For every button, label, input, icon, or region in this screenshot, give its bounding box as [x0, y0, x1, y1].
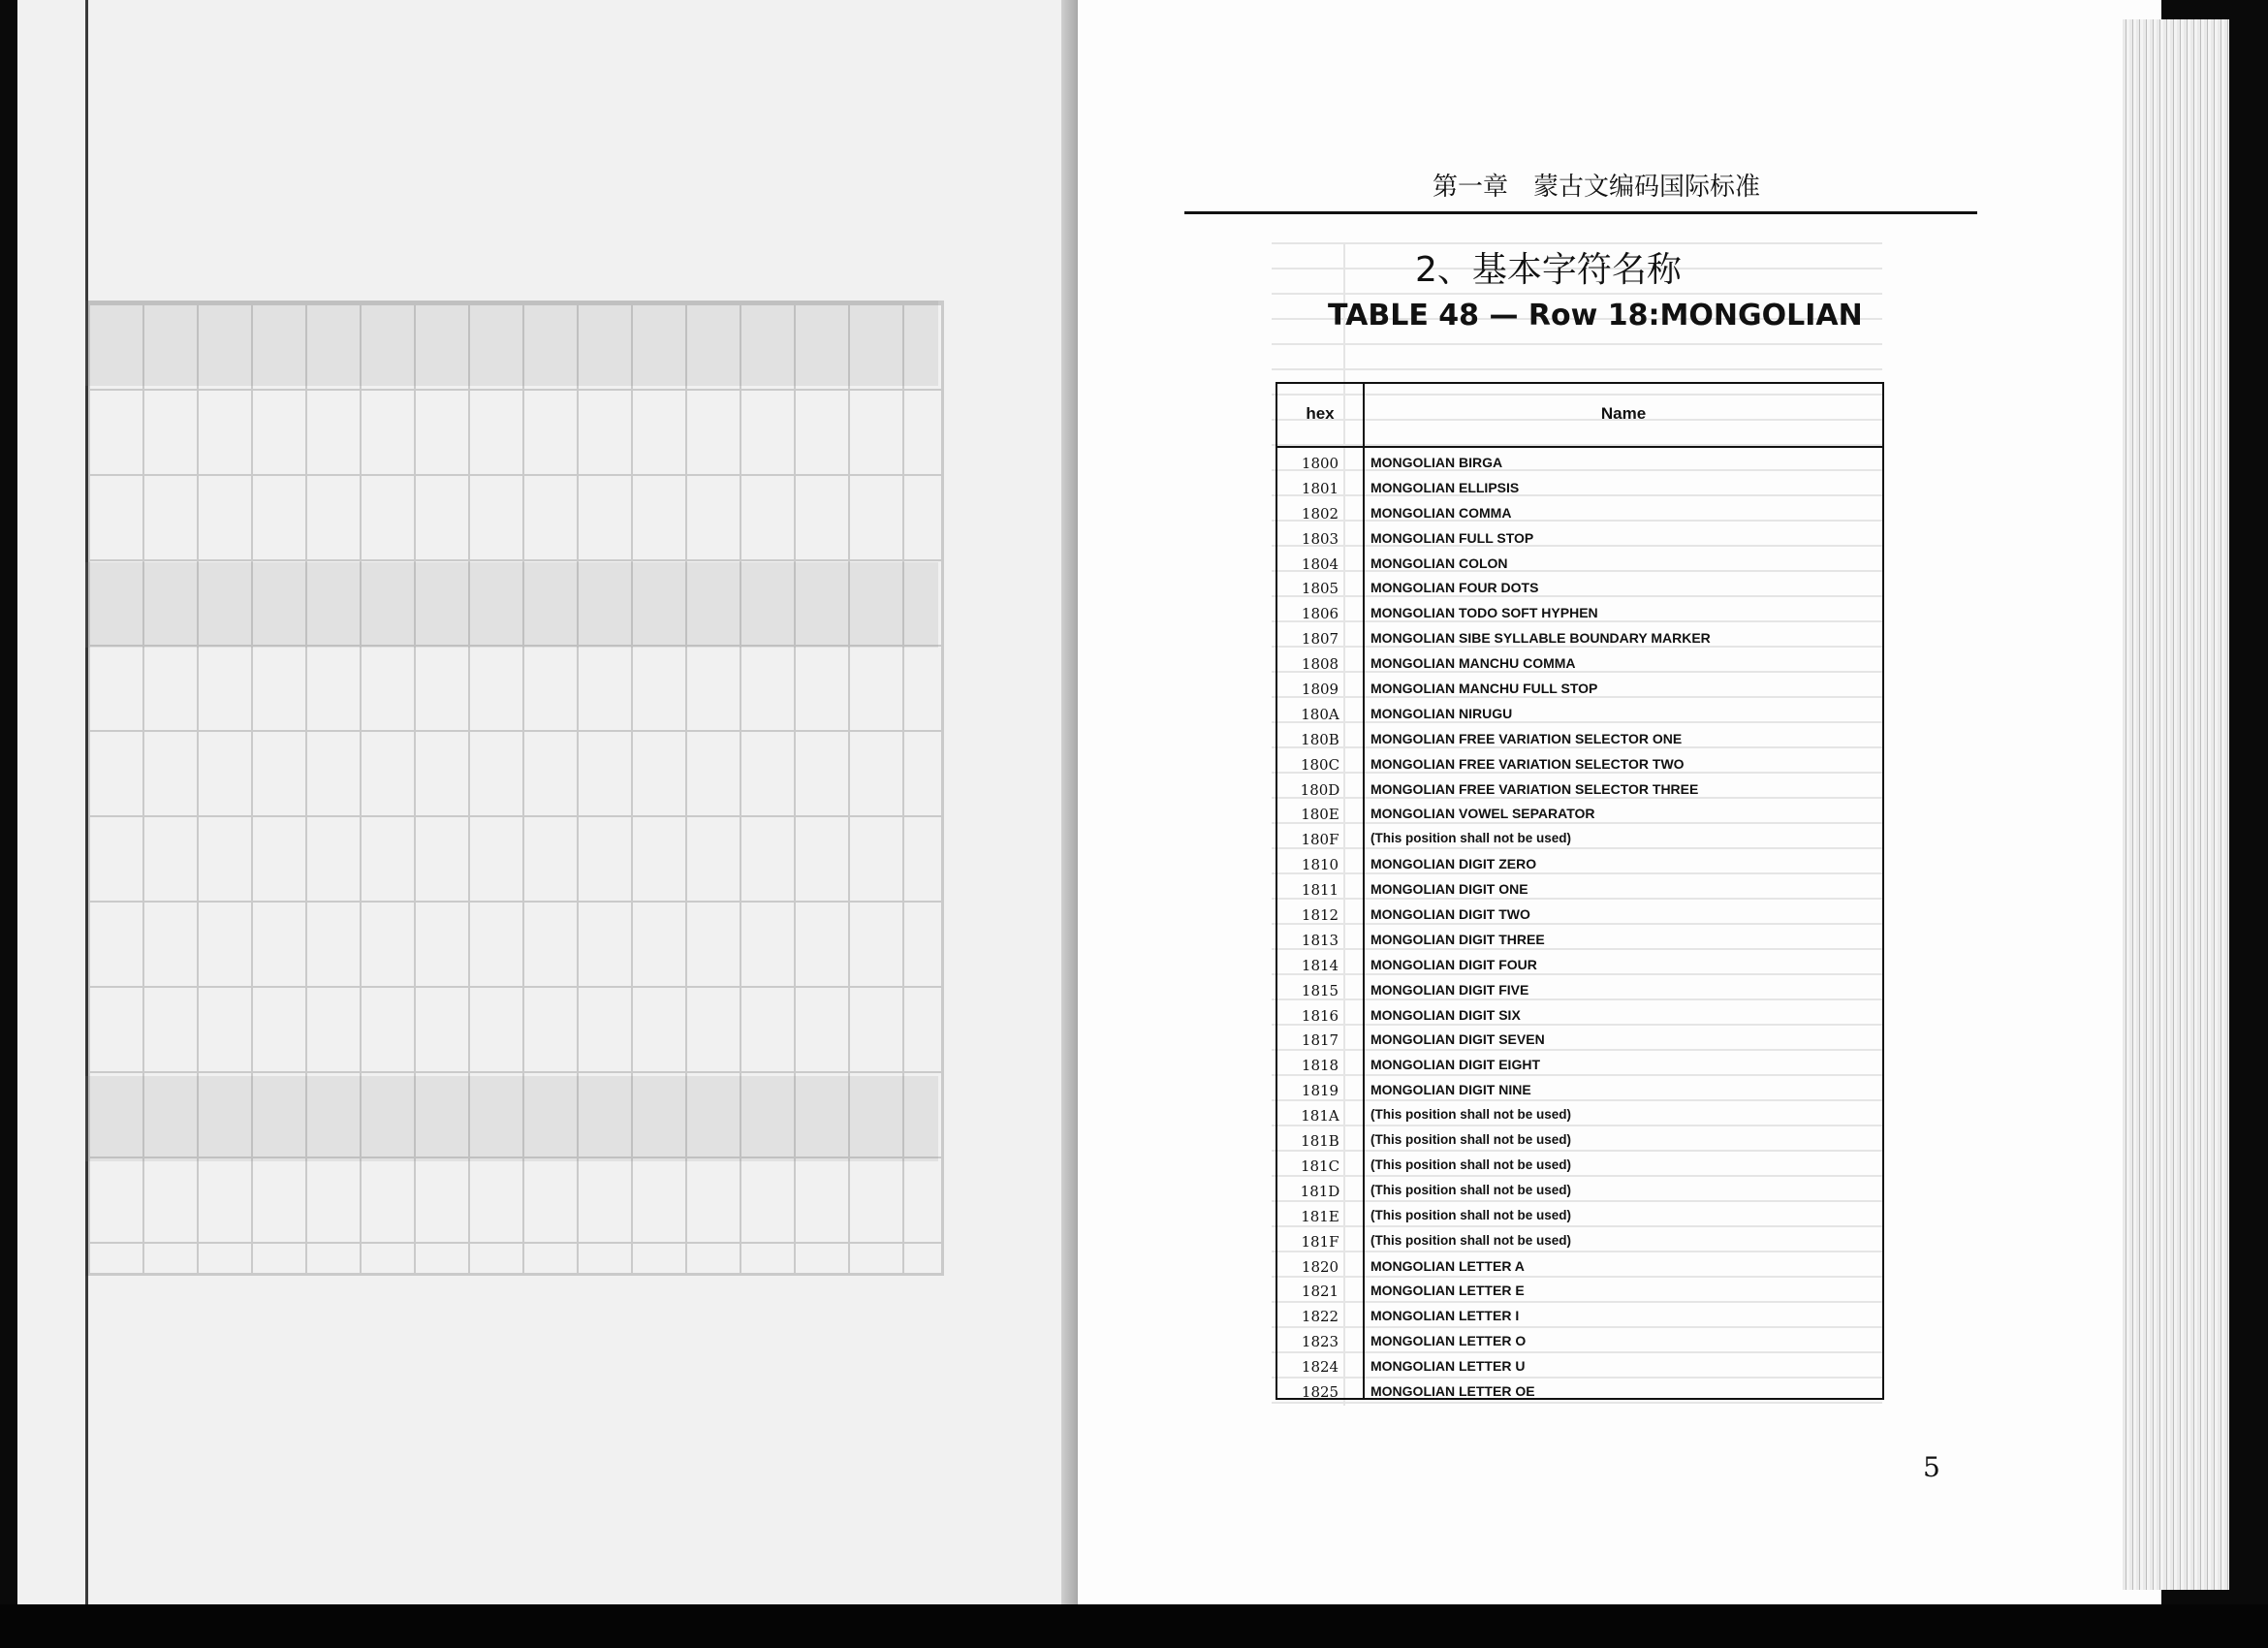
- character-name-table: [1276, 382, 1884, 1400]
- hex-code-cell: 180A: [1301, 705, 1339, 723]
- table-row: [1277, 652, 1882, 678]
- hex-code-cell: 180D: [1300, 780, 1340, 799]
- table-row: [1277, 1029, 1882, 1054]
- character-name-cell: (This position shall not be used): [1370, 1132, 1572, 1148]
- hex-code-cell: 1818: [1301, 1057, 1339, 1075]
- table-header: [1277, 384, 1882, 448]
- hex-code-cell: 181B: [1301, 1132, 1339, 1151]
- table-row: [1277, 1205, 1882, 1230]
- character-name-cell: MONGOLIAN LETTER E: [1370, 1283, 1525, 1299]
- hex-code-cell: 1805: [1301, 580, 1339, 598]
- table-row: [1277, 1330, 1882, 1355]
- table-row: [1277, 903, 1882, 929]
- section-title: 2、基本字符名称: [1415, 250, 1682, 290]
- table-row: [1277, 1280, 1882, 1305]
- hex-code-cell: 1813: [1301, 931, 1339, 949]
- character-name-cell: MONGOLIAN DIGIT FOUR: [1370, 956, 1537, 972]
- character-name-cell: MONGOLIAN DIGIT NINE: [1370, 1082, 1531, 1098]
- show-through-band: [85, 562, 938, 648]
- table-row: [1277, 452, 1882, 477]
- character-name-cell: MONGOLIAN LETTER A: [1370, 1257, 1525, 1274]
- show-through-band: [85, 301, 938, 386]
- hex-code-cell: 1810: [1301, 856, 1339, 874]
- hex-code-cell: 1825: [1301, 1382, 1339, 1401]
- character-name-cell: MONGOLIAN FULL STOP: [1370, 529, 1534, 546]
- character-name-cell: MONGOLIAN DIGIT SIX: [1370, 1006, 1521, 1023]
- character-name-cell: MONGOLIAN DIGIT ONE: [1370, 881, 1528, 898]
- hex-code-cell: 1807: [1301, 630, 1339, 649]
- hex-code-cell: 1823: [1301, 1333, 1339, 1351]
- hex-code-cell: 1808: [1301, 655, 1339, 674]
- character-name-cell: (This position shall not be used): [1370, 831, 1572, 846]
- character-name-cell: MONGOLIAN LETTER O: [1370, 1333, 1527, 1349]
- hex-code-cell: 1817: [1301, 1031, 1339, 1050]
- table-row: [1277, 803, 1882, 828]
- table-row: [1277, 627, 1882, 652]
- character-name-cell: (This position shall not be used): [1370, 1182, 1572, 1197]
- character-name-cell: (This position shall not be used): [1370, 1207, 1572, 1222]
- table-row: [1277, 553, 1882, 578]
- page-stack-edge: [2123, 19, 2229, 1590]
- character-name-cell: MONGOLIAN DIGIT TWO: [1370, 906, 1530, 923]
- hex-code-cell: 1803: [1301, 529, 1339, 548]
- column-header-name: Name: [1600, 404, 1647, 423]
- table-row: [1277, 1180, 1882, 1205]
- table-row: [1277, 527, 1882, 553]
- hex-code-cell: 1809: [1301, 681, 1339, 699]
- table-row: [1277, 728, 1882, 753]
- character-name-cell: MONGOLIAN LETTER I: [1370, 1308, 1520, 1324]
- hex-code-cell: 1820: [1301, 1257, 1339, 1276]
- hex-code-cell: 1819: [1301, 1082, 1339, 1100]
- hex-code-cell: 181A: [1301, 1107, 1339, 1125]
- character-name-cell: MONGOLIAN FREE VARIATION SELECTOR TWO: [1370, 755, 1685, 772]
- table-row: [1277, 1380, 1882, 1406]
- character-name-cell: (This position shall not be used): [1370, 1107, 1572, 1123]
- character-name-cell: MONGOLIAN FREE VARIATION SELECTOR THREE: [1370, 780, 1699, 797]
- table-row: [1277, 1054, 1882, 1079]
- hex-code-cell: 180F: [1301, 831, 1339, 849]
- table-row: [1277, 1104, 1882, 1129]
- character-name-cell: MONGOLIAN FREE VARIATION SELECTOR ONE: [1370, 730, 1683, 746]
- table-row: [1277, 477, 1882, 502]
- hex-code-cell: 180B: [1301, 730, 1339, 748]
- hex-code-cell: 181D: [1300, 1182, 1340, 1200]
- hex-code-cell: 1804: [1301, 555, 1339, 573]
- scan-bottom-border: [0, 1604, 2268, 1648]
- hex-code-cell: 180C: [1300, 755, 1340, 774]
- table-row: [1277, 1255, 1882, 1281]
- character-name-cell: MONGOLIAN BIRGA: [1370, 455, 1503, 470]
- table-row: [1277, 929, 1882, 954]
- hex-code-cell: 180E: [1301, 806, 1339, 824]
- character-name-cell: MONGOLIAN DIGIT THREE: [1370, 931, 1545, 947]
- table-row: [1277, 1355, 1882, 1380]
- table-row: [1277, 878, 1882, 903]
- hex-code-cell: 1816: [1301, 1006, 1339, 1025]
- table-row: [1277, 1079, 1882, 1104]
- table-row: [1277, 828, 1882, 853]
- hex-code-cell: 181F: [1301, 1232, 1339, 1251]
- character-name-cell: MONGOLIAN NIRUGU: [1370, 705, 1513, 721]
- character-name-cell: MONGOLIAN MANCHU COMMA: [1370, 655, 1576, 672]
- hex-code-cell: 1800: [1301, 455, 1339, 472]
- hex-code-cell: 1801: [1301, 479, 1339, 497]
- table-row: [1277, 703, 1882, 728]
- table-row: [1277, 1305, 1882, 1330]
- character-name-cell: MONGOLIAN LETTER OE: [1370, 1382, 1535, 1399]
- hex-code-cell: 1815: [1301, 981, 1339, 999]
- table-row: [1277, 853, 1882, 878]
- hex-code-cell: 1821: [1301, 1283, 1339, 1301]
- character-name-cell: MONGOLIAN LETTER U: [1370, 1358, 1526, 1375]
- character-name-cell: MONGOLIAN FOUR DOTS: [1370, 580, 1539, 596]
- left-page: [17, 0, 1076, 1604]
- hex-code-cell: 1802: [1301, 504, 1339, 523]
- table-row: [1277, 1230, 1882, 1255]
- table-row: [1277, 502, 1882, 527]
- character-name-cell: (This position shall not be used): [1370, 1157, 1572, 1172]
- table-row: [1277, 602, 1882, 627]
- running-head: 第一章 蒙古文编码国际标准: [1433, 173, 1761, 202]
- hex-code-cell: 1822: [1301, 1308, 1339, 1326]
- character-name-cell: MONGOLIAN COMMA: [1370, 504, 1512, 521]
- column-header-hex: hex: [1306, 404, 1335, 423]
- hex-code-cell: 1806: [1301, 605, 1339, 623]
- character-name-cell: MONGOLIAN DIGIT FIVE: [1370, 981, 1529, 998]
- hex-code-cell: 1814: [1301, 956, 1339, 974]
- hex-code-cell: 181E: [1301, 1207, 1339, 1225]
- show-through-band: [85, 1076, 938, 1161]
- hex-code-cell: 1812: [1301, 906, 1339, 925]
- character-name-cell: (This position shall not be used): [1370, 1232, 1572, 1248]
- table-row: [1277, 979, 1882, 1004]
- table-row: [1277, 753, 1882, 778]
- character-name-cell: MONGOLIAN DIGIT SEVEN: [1370, 1031, 1545, 1048]
- character-name-cell: MONGOLIAN ELLIPSIS: [1370, 479, 1520, 495]
- character-name-cell: MONGOLIAN SIBE SYLLABLE BOUNDARY MARKER: [1370, 630, 1711, 647]
- character-name-cell: MONGOLIAN DIGIT EIGHT: [1370, 1057, 1540, 1073]
- hex-code-cell: 1824: [1301, 1358, 1339, 1377]
- table-row: [1277, 954, 1882, 979]
- table-row: [1277, 778, 1882, 804]
- table-row: [1277, 1004, 1882, 1030]
- table-row: [1277, 678, 1882, 703]
- hex-code-cell: 1811: [1301, 881, 1339, 900]
- character-name-cell: MONGOLIAN TODO SOFT HYPHEN: [1370, 605, 1598, 621]
- table-row: [1277, 577, 1882, 602]
- hex-code-cell: 181C: [1300, 1157, 1340, 1175]
- header-rule: [1184, 211, 1977, 214]
- table-row: [1277, 1155, 1882, 1180]
- page-number: 5: [1923, 1451, 1940, 1483]
- character-name-cell: MONGOLIAN COLON: [1370, 555, 1508, 571]
- table-row: [1277, 1129, 1882, 1155]
- character-name-cell: MONGOLIAN VOWEL SEPARATOR: [1370, 806, 1595, 822]
- table-body: [1277, 452, 1882, 1406]
- character-name-cell: MONGOLIAN MANCHU FULL STOP: [1370, 681, 1598, 697]
- table-title: TABLE 48 — Row 18:MONGOLIAN: [1328, 299, 1863, 333]
- character-name-cell: MONGOLIAN DIGIT ZERO: [1370, 856, 1537, 872]
